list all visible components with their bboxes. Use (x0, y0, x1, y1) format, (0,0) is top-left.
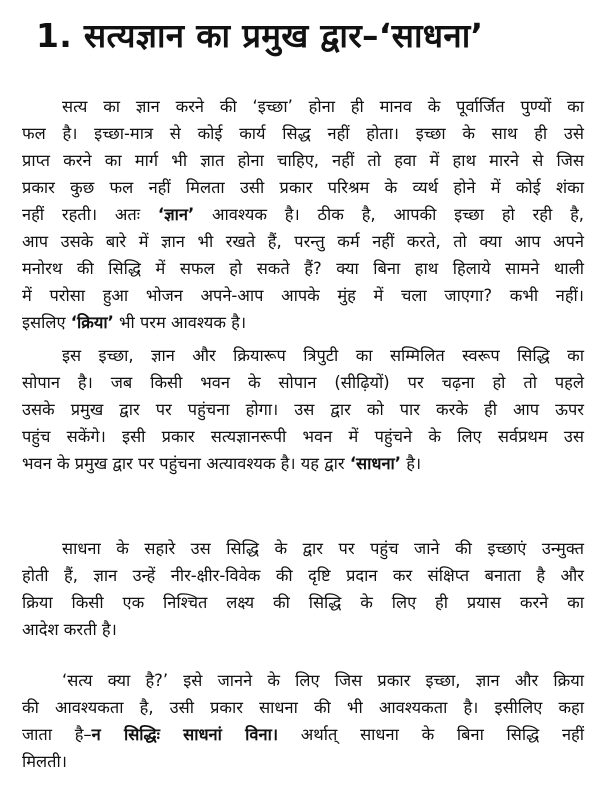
text-segment: इस इच्छा, ज्ञान और क्रियारूप त्रिपुटी का सम्मिलित स्वरूप सिद्धि का (62, 346, 584, 365)
paragraph-2 (22, 342, 584, 477)
text-line (22, 93, 584, 120)
bold-term: ‘साधना’ (349, 454, 402, 473)
bold-term: ‘ज्ञान’ (157, 205, 195, 224)
text-segment: पहुंच सकेंगे। इसी प्रकार सत्यज्ञानरूपी भवन में पहुंचने के लिए सर्वप्रथम उस (22, 427, 584, 446)
text-line (22, 120, 584, 147)
text-segment: ‘सत्य क्या है?’ इसे जानने के लिए जिस प्रकार इच्छा, ज्ञान और क्रिया (62, 671, 584, 690)
text-line (22, 589, 584, 616)
text-line (22, 282, 584, 309)
bold-term: ‘क्रिया’ (70, 313, 114, 332)
text-segment: जाता है– (22, 725, 92, 744)
text-line (22, 174, 584, 201)
text-segment: उसके प्रमुख द्वार पर पहुंचना होगा। उस द्वार को पार करके ही आप ऊपर (22, 400, 584, 419)
text-line (22, 309, 584, 336)
text-segment: सत्य का ज्ञान करने की ‘इच्छा’ होना ही मानव के पूर्वार्जित पुण्यों का (62, 97, 584, 116)
bold-term: न सिद्धिः साधनां विना। (91, 725, 279, 744)
text-line (22, 396, 584, 423)
text-segment: आदेश करती है। (22, 620, 117, 639)
text-segment: भी परम आवश्यक है। (113, 313, 247, 332)
paragraph-3 (22, 535, 584, 643)
text-segment: मनोरथ की सिद्धि में सफल हो सकते हैं? क्या बिना हाथ हिलाये सामने थाली (22, 259, 584, 278)
text-segment: सोपान है। जब किसी भवन के सोपान (सीढ़ियों) पर चढ़ना हो तो पहले (22, 373, 584, 392)
chapter-title: 1. सत्यज्ञान का प्रमुख द्वार–‘साधना’ (36, 16, 484, 55)
text-segment: फल है। इच्छा-मात्र से कोई कार्य सिद्ध नहीं होता। इच्छा के साथ ही उसे (22, 124, 584, 143)
text-line (22, 450, 584, 477)
text-segment: नहीं रहती। अतः (22, 205, 158, 224)
text-segment: आप उसके बारे में ज्ञान भी रखते हैं, परन्तु कर्म नहीं करते, तो क्या आप अपने (22, 232, 584, 251)
text-line (22, 342, 584, 369)
text-line (22, 616, 584, 643)
text-line (22, 369, 584, 396)
text-line (22, 667, 584, 694)
paragraph-4 (22, 667, 584, 775)
text-segment: आवश्यक है। ठीक है, आपकी इच्छा हो रही है, (194, 205, 584, 224)
text-line (22, 694, 584, 721)
text-line (22, 255, 584, 282)
text-segment: में परोसा हुआ भोजन अपने-आप आपके मुंह में चला जाएगा? कभी नहीं। (22, 286, 584, 305)
text-segment: है। (401, 454, 422, 473)
text-segment: अर्थात् साधना के बिना सिद्धि नहीं (278, 725, 584, 744)
text-line (22, 147, 584, 174)
text-segment: क्रिया किसी एक निश्चित लक्ष्य की सिद्धि के लिए ही प्रयास करने का (22, 593, 584, 612)
text-line (22, 228, 584, 255)
text-line (22, 562, 584, 589)
text-segment: प्रकार कुछ फल नहीं मिलता उसी प्रकार परिश्रम के व्यर्थ होने में कोई शंका (22, 178, 584, 197)
text-segment: साधना के सहारे उस सिद्धि के द्वार पर पहुंच जाने की इच्छाएं उन्मुक्त (62, 539, 584, 558)
text-segment: मिलती। (22, 752, 67, 771)
text-line (22, 748, 584, 775)
text-line (22, 721, 584, 748)
text-segment: की आवश्यकता है, उसी प्रकार साधना की भी आवश्यकता है। इसीलिए कहा (22, 698, 584, 717)
text-segment: प्राप्त करने का मार्ग भी ज्ञात होना चाहिए, नहीं तो हवा में हाथ मारने से जिस (22, 151, 584, 170)
text-segment: भवन के प्रमुख द्वार पर पहुंचना अत्यावश्यक है। यह द्वार (22, 454, 350, 473)
text-segment: इसलिए (22, 313, 71, 332)
text-line (22, 423, 584, 450)
paragraph-1 (22, 93, 584, 336)
text-segment: होती हैं, ज्ञान उन्हें नीर-क्षीर-विवेक की दृष्टि प्रदान कर संक्षिप्त बनाता है और (22, 566, 584, 585)
text-line (22, 535, 584, 562)
text-line (22, 201, 584, 228)
